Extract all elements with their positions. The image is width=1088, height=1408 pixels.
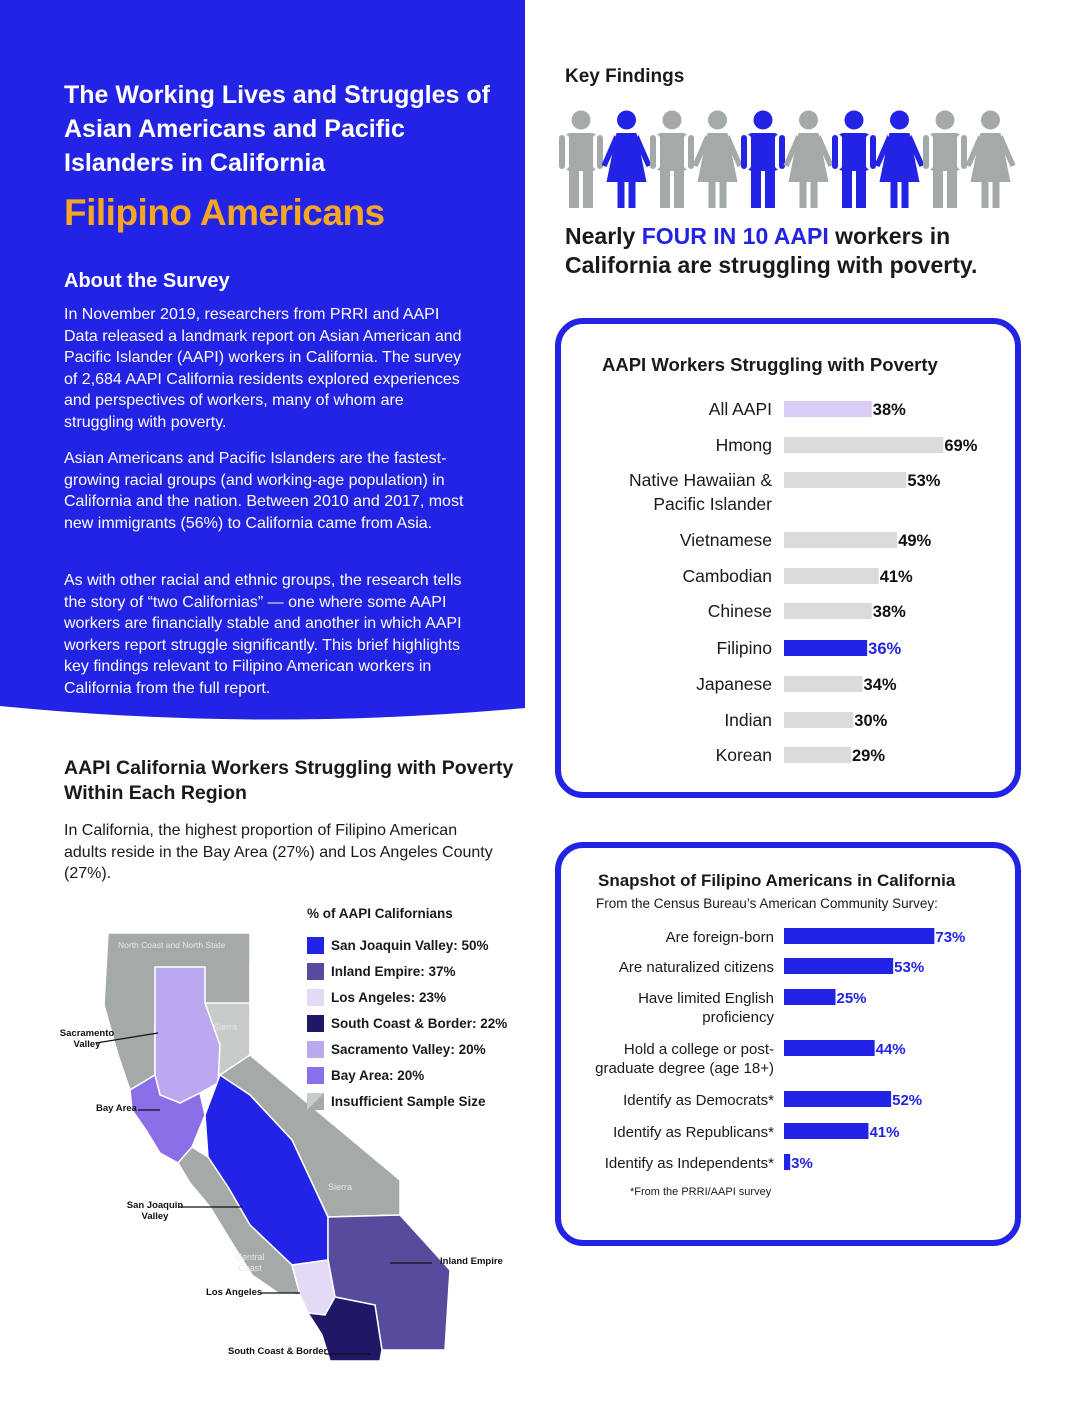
bar xyxy=(784,437,943,453)
region-paragraph: In California, the highest proportion of Filipino American adults reside in the Bay Area (27%) and Los Angeles County (27%). xyxy=(64,822,493,882)
legend-swatch xyxy=(307,1041,324,1058)
bar xyxy=(784,989,836,1005)
legend-swatch xyxy=(307,963,324,980)
bar-value-label: 25% xyxy=(836,990,867,1007)
legend-item xyxy=(307,958,507,984)
key-finding-headline xyxy=(565,222,1005,280)
category-label: Chinese xyxy=(707,601,772,621)
category-label: Japanese xyxy=(696,674,772,694)
legend-label: South Coast & Border: 22% xyxy=(331,1015,508,1031)
bar xyxy=(784,401,872,417)
snapshot-chart-title: Snapshot of Filipino Americans in California xyxy=(598,871,956,890)
bar xyxy=(784,1040,875,1056)
map-label-sacramento: Sacramento Valley xyxy=(59,1028,115,1050)
legend-swatch xyxy=(307,937,324,954)
female-person-icon xyxy=(602,111,652,209)
bar xyxy=(784,928,934,944)
headline-highlight: FOUR IN 10 AAPI xyxy=(641,223,829,249)
map-label-bay-area: Bay Area xyxy=(96,1103,137,1114)
category-label: Identify as Independents* xyxy=(604,1155,774,1172)
bar-value-label: 29% xyxy=(851,747,886,765)
legend-swatch xyxy=(307,989,324,1006)
snapshot-chart-subtitle: From the Census Bureau’s American Community Survey: xyxy=(596,896,938,911)
about-paragraph-1: In November 2019, researchers from PRRI and AAPI Data released a landmark report on Asian American and Pacific Islander (AAPI) workers in California. The survey of 2,684 AAPI California residents explored experiences and perspectives of workers, many of whom are struggling with poverty. xyxy=(64,306,462,431)
about-paragraph-3: As with other racial and ethnic groups, the research tells the story of “two Californias” — one where some AAPI workers are financially stable and another in which AAPI workers report struggle significantly. This brief highlights key findings relevant to Filipino American workers in California from the full report. xyxy=(64,572,462,697)
category-label: Have limited English xyxy=(638,990,774,1007)
legend-swatch xyxy=(307,1067,324,1084)
legend-label: Los Angeles: 23% xyxy=(331,989,447,1005)
legend-label: Bay Area: 20% xyxy=(331,1067,425,1083)
poverty-bar-chart xyxy=(560,390,1015,780)
bar-value-label: 52% xyxy=(892,1092,923,1109)
category-label: All AAPI xyxy=(708,399,772,419)
female-person-icon xyxy=(784,111,834,209)
category-label: Hmong xyxy=(715,435,772,455)
bar xyxy=(784,1091,891,1107)
category-label: Pacific Islander xyxy=(653,494,772,514)
map-label-sierra-north: Sierra xyxy=(213,1022,238,1032)
legend-label: Sacramento Valley: 20% xyxy=(331,1041,486,1057)
category-label: Korean xyxy=(715,745,772,765)
legend-item xyxy=(307,1062,507,1088)
male-person-icon xyxy=(923,111,967,209)
category-label: Identify as Democrats* xyxy=(623,1092,774,1109)
map-label-inland-empire: Inland Empire xyxy=(440,1256,503,1267)
bar xyxy=(784,676,863,692)
female-person-icon xyxy=(875,111,925,209)
legend-item xyxy=(307,1088,507,1114)
bar-value-label: 36% xyxy=(868,640,902,658)
bar-value-label: 30% xyxy=(854,712,888,730)
male-person-icon xyxy=(650,111,694,209)
bar-value-label: 53% xyxy=(907,472,941,490)
map-label-sierra-south: Sierra xyxy=(328,1182,353,1192)
page-title: The Working Lives and Struggles of Asian Americans and Pacific Islanders in California xyxy=(64,81,490,177)
headline-pre: Nearly xyxy=(565,223,636,249)
map-label-central-coast: Central Coast xyxy=(235,1252,265,1273)
category-label: Indian xyxy=(724,710,772,730)
category-label: Filipino xyxy=(716,638,772,658)
category-label: graduate degree (age 18+) xyxy=(595,1060,774,1077)
map-label-san-joaquin: San Joaquin Valley xyxy=(126,1200,184,1222)
bar-value-label: 49% xyxy=(898,532,932,550)
legend-item xyxy=(307,932,507,958)
bar xyxy=(784,603,872,619)
category-label: Vietnamese xyxy=(679,530,772,550)
female-person-icon xyxy=(693,111,743,209)
bar-value-label: 69% xyxy=(944,437,978,455)
bar xyxy=(784,958,893,974)
category-label: Identify as Republicans* xyxy=(613,1124,774,1141)
category-label: Are naturalized citizens xyxy=(618,959,774,976)
snapshot-bar-chart xyxy=(560,918,1015,1178)
map-region-los-angeles xyxy=(292,1260,335,1315)
bar xyxy=(784,1123,868,1139)
legend-label: Insufficient Sample Size xyxy=(331,1093,486,1109)
legend-item xyxy=(307,984,507,1010)
legend-label: San Joaquin Valley: 50% xyxy=(331,937,489,953)
bar xyxy=(784,568,879,584)
about-heading: About the Survey xyxy=(64,270,230,292)
bar-value-label: 38% xyxy=(872,603,906,621)
bar-value-label: 38% xyxy=(872,401,906,419)
female-person-icon xyxy=(966,111,1016,209)
bar-value-label: 53% xyxy=(894,959,925,976)
bar-value-label: 44% xyxy=(875,1041,906,1058)
category-label: Hold a college or post- xyxy=(623,1041,774,1058)
male-person-icon xyxy=(741,111,785,209)
map-label-south-coast: South Coast & Border xyxy=(228,1346,328,1357)
category-label: Cambodian xyxy=(682,566,772,586)
poverty-chart-title: AAPI Workers Struggling with Poverty xyxy=(602,354,938,375)
male-person-icon xyxy=(832,111,876,209)
bar-value-label: 34% xyxy=(863,676,897,694)
bar xyxy=(784,1154,790,1170)
legend-item xyxy=(307,1010,507,1036)
people-icon-row xyxy=(558,110,1028,210)
bar xyxy=(784,532,897,548)
region-heading: AAPI California Workers Struggling with Poverty Within Each Region xyxy=(64,757,514,804)
legend-item xyxy=(307,1036,507,1062)
about-paragraph-2: Asian Americans and Pacific Islanders are the fastest-growing racial groups (and working-age population) in California and the nation. Between 2010 and 2017, most new immigrants (56%) to California came from Asia. xyxy=(64,450,464,532)
bar-value-label: 41% xyxy=(869,1124,900,1141)
map-label-los-angeles: Los Angeles xyxy=(206,1287,263,1298)
bar-value-label: 41% xyxy=(879,568,913,586)
male-person-icon xyxy=(559,111,603,209)
map-label-north-coast: North Coast and North State xyxy=(118,940,226,950)
map-legend-title: % of AAPI Californians xyxy=(307,906,453,921)
page-subtitle: Filipino Americans xyxy=(64,192,385,233)
bar xyxy=(784,640,867,656)
legend-swatch xyxy=(307,1093,324,1110)
legend-label: Inland Empire: 37% xyxy=(331,963,456,979)
category-label: Native Hawaiian & xyxy=(629,470,772,490)
headline-post: workers in California are struggling with poverty. xyxy=(565,223,978,278)
bar-value-label: 3% xyxy=(791,1155,813,1172)
bar xyxy=(784,747,851,763)
bar xyxy=(784,472,906,488)
category-label: proficiency xyxy=(702,1009,774,1026)
snapshot-footnote: *From the PRRI/AAPI survey xyxy=(630,1186,772,1198)
bar xyxy=(784,712,853,728)
bar-value-label: 73% xyxy=(935,929,966,946)
key-findings-label: Key Findings xyxy=(565,66,685,87)
map-legend xyxy=(307,932,507,1114)
category-label: Are foreign-born xyxy=(665,929,774,946)
legend-swatch xyxy=(307,1015,324,1032)
